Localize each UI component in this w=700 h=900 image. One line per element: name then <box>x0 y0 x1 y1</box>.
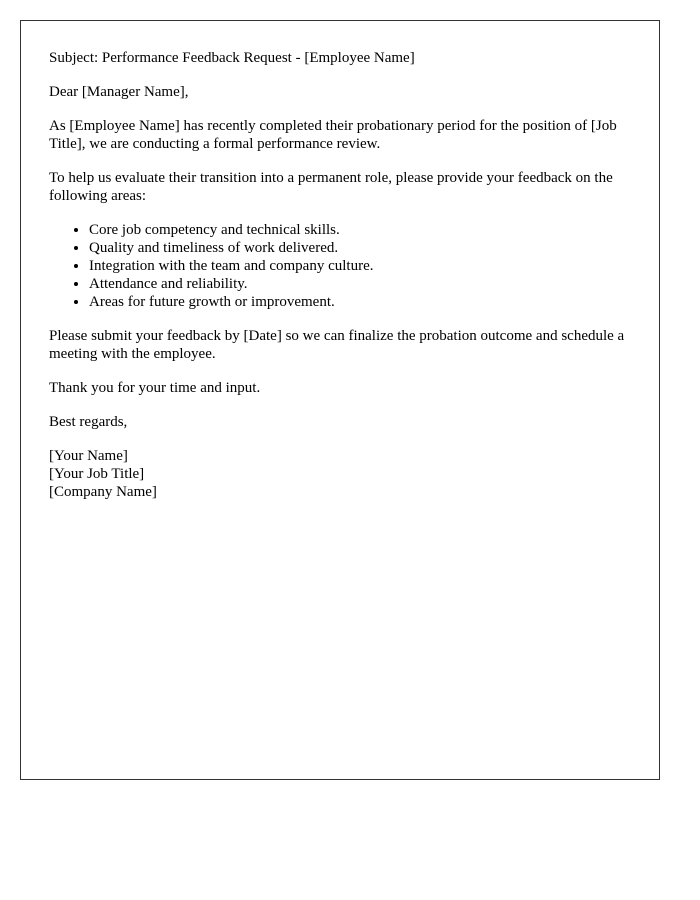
list-item: • Integration with the team and company culture. <box>89 257 631 275</box>
list-item: • Core job competency and technical skills. <box>89 221 631 239</box>
signature-company: [Company Name] <box>49 484 157 500</box>
subject-line: Subject: Performance Feedback Request - [Employee Name] <box>49 50 415 66</box>
thanks-paragraph: Thank you for your time and input. <box>49 380 261 396</box>
salutation: Dear [Manager Name], <box>49 84 189 100</box>
signature-block <box>49 447 631 501</box>
signature-job-title: [Your Job Title] <box>49 466 145 482</box>
feedback-areas-list <box>49 221 631 311</box>
deadline-paragraph: Please submit your feedback by [Date] so we can finalize the probation outcome and schedule a meeting with the employee. <box>49 328 625 362</box>
list-item: • Attendance and reliability. <box>89 275 631 293</box>
request-paragraph: To help us evaluate their transition into a permanent role, please provide your feedback on the following areas: <box>49 170 613 204</box>
signature-name: [Your Name] <box>49 448 128 464</box>
list-item: • Quality and timeliness of work delivered. <box>89 239 631 257</box>
list-item: • Areas for future growth or improvement. <box>89 293 631 311</box>
closing: Best regards, <box>49 414 128 430</box>
intro-paragraph: As [Employee Name] has recently completed their probationary period for the position of [Job Title], we are conducting a formal performance review. <box>49 118 617 152</box>
letter-document <box>20 20 660 780</box>
